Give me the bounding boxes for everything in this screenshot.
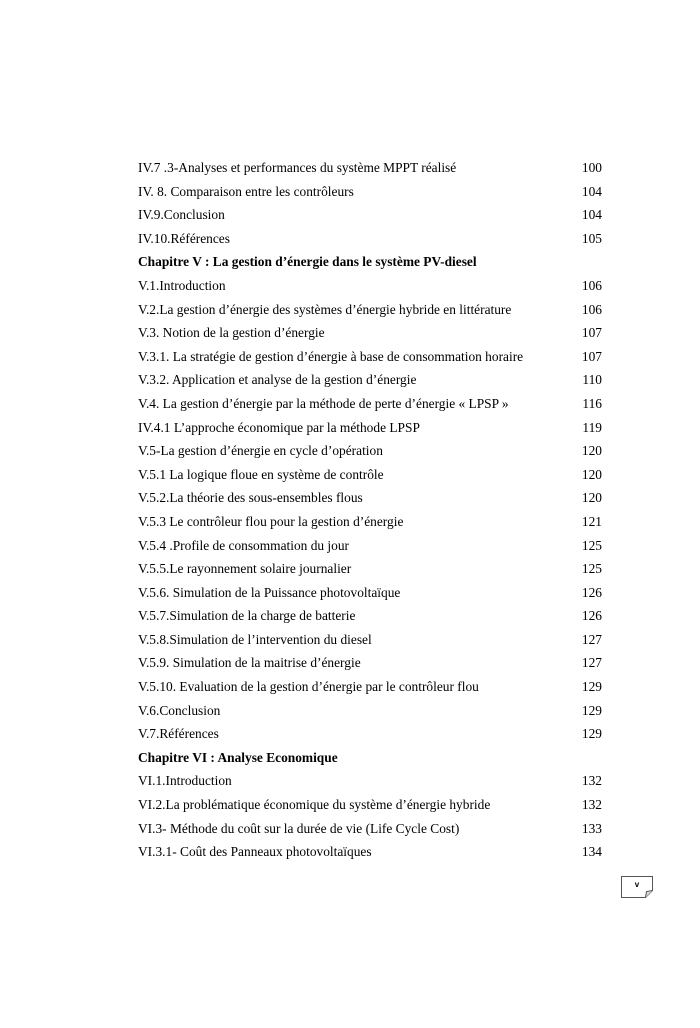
toc-entry-page: 133 <box>581 820 602 836</box>
toc-entry-title: V.3.1. La stratégie de gestion d’énergie à base de consommation horaire <box>138 348 524 364</box>
toc-entry <box>138 628 602 652</box>
toc-entry-title: V.2.La gestion d’énergie des systèmes d’énergie hybride en littérature <box>138 301 512 317</box>
toc-chapter-heading <box>138 746 602 770</box>
toc-entry <box>138 463 602 487</box>
toc-entry-page: 129 <box>581 702 602 718</box>
toc-entry-title: V.5.2.La théorie des sous-ensembles flous <box>138 490 363 506</box>
toc-entry-page: 110 <box>582 372 602 388</box>
toc-entry-page: 129 <box>581 679 602 695</box>
toc-entry-title: V.4. La gestion d’énergie par la méthode de perte d’énergie « LPSP » <box>138 395 509 411</box>
toc-entry <box>138 817 602 841</box>
toc-entry <box>138 203 602 227</box>
toc-entry-page: 126 <box>581 608 602 624</box>
toc-entry-page: 119 <box>582 419 602 435</box>
toc-entry <box>138 581 602 605</box>
toc-entry-page: 100 <box>581 160 602 175</box>
toc-entry-page: 127 <box>581 631 602 647</box>
toc-entry-title: V.5.9. Simulation de la maitrise d’énergie <box>138 655 361 671</box>
toc-entry-page: 104 <box>581 183 602 199</box>
toc-entry-title: IV.9.Conclusion <box>138 207 225 223</box>
toc-entry-page: 116 <box>582 395 602 411</box>
toc-entry-title: IV.10.Références <box>138 230 230 246</box>
toc-entry-title: V.1.Introduction <box>138 277 226 293</box>
toc-entry-title: IV.4.1 L’approche économique par la méthode LPSP <box>138 419 420 435</box>
toc-entry-page: 105 <box>581 230 602 246</box>
toc-entry-title: V.5-La gestion d’énergie en cycle d’opération <box>138 443 383 459</box>
toc-entry-title: V.5.8.Simulation de l’intervention du diesel <box>138 631 372 647</box>
toc-entry-page: 125 <box>581 561 602 577</box>
toc-entry-page: 120 <box>581 466 602 482</box>
toc-entry-title: VI.1.Introduction <box>138 773 232 789</box>
toc-entry-title: IV.7 .3-Analyses et performances du système MPPT réalisé <box>138 160 457 175</box>
toc-entry-title: V.5.5.Le rayonnement solaire journalier <box>138 561 352 577</box>
toc-entry <box>138 274 602 298</box>
toc-entry-title: V.7.Références <box>138 726 219 742</box>
toc-entry-title: V.5.4 .Profile de consommation du jour <box>138 537 350 553</box>
toc-entry-title: VI.2.La problématique économique du système d’énergie hybride <box>138 797 491 813</box>
chapter-title: Chapitre V : La gestion d’énergie dans le système PV-diesel <box>138 254 477 270</box>
toc-entry <box>138 227 602 251</box>
toc-entry <box>138 557 602 581</box>
toc-entry-page: 106 <box>581 277 602 293</box>
toc-entry-page: 125 <box>581 537 602 553</box>
toc-entry-page: 126 <box>581 584 602 600</box>
toc-entry-page: 104 <box>581 207 602 223</box>
toc-entry <box>138 416 602 440</box>
toc-entry <box>138 722 602 746</box>
table-of-contents <box>138 156 602 864</box>
chapter-title: Chapitre VI : Analyse Economique <box>138 749 338 765</box>
toc-entry-title: V.5.1 La logique floue en système de contrôle <box>138 466 384 482</box>
toc-entry-title: VI.3.1- Coût des Panneaux photovoltaïques <box>138 844 372 860</box>
toc-entry-title: IV. 8. Comparaison entre les contrôleurs <box>138 183 354 199</box>
toc-entry <box>138 699 602 723</box>
toc-entry <box>138 392 602 416</box>
toc-entry-page: 107 <box>581 348 602 364</box>
toc-entry <box>138 368 602 392</box>
page-number-badge <box>621 876 653 898</box>
toc-entry-title: V.5.10. Evaluation de la gestion d’énergie par le contrôleur flou <box>138 679 479 695</box>
toc-entry-page: 120 <box>581 490 602 506</box>
toc-entry-page: 132 <box>581 797 602 813</box>
toc-entry-title: V.5.7.Simulation de la charge de batterie <box>138 608 356 624</box>
toc-entry <box>138 345 602 369</box>
toc-entry <box>138 321 602 345</box>
toc-entry-page: 134 <box>581 844 602 860</box>
toc-entry-page: 132 <box>581 773 602 789</box>
toc-entry-page: 106 <box>581 301 602 317</box>
toc-entry <box>138 180 602 204</box>
toc-entry <box>138 534 602 558</box>
toc-entry-page: 127 <box>581 655 602 671</box>
toc-entry-title: V.3.2. Application et analyse de la gestion d’énergie <box>138 372 417 388</box>
toc-entry-title: V.3. Notion de la gestion d’énergie <box>138 325 325 341</box>
toc-entry <box>138 604 602 628</box>
toc-entry <box>138 769 602 793</box>
toc-entry-title: VI.3- Méthode du coût sur la durée de vie (Life Cycle Cost) <box>138 820 460 836</box>
toc-entry <box>138 298 602 322</box>
toc-chapter-heading <box>138 250 602 274</box>
toc-entry-title: V.6.Conclusion <box>138 702 221 718</box>
toc-entry <box>138 651 602 675</box>
toc-entry <box>138 486 602 510</box>
toc-entry <box>138 793 602 817</box>
toc-entry <box>138 439 602 463</box>
toc-entry-page: 120 <box>581 443 602 459</box>
toc-entry-page: 107 <box>581 325 602 341</box>
toc-entry <box>138 840 602 864</box>
page-number: v <box>634 880 640 889</box>
toc-entry <box>138 510 602 534</box>
toc-entry <box>138 675 602 699</box>
toc-entry-title: V.5.3 Le contrôleur flou pour la gestion d’énergie <box>138 513 404 529</box>
toc-entry-page: 129 <box>581 726 602 742</box>
toc-entry-page: 121 <box>581 513 602 529</box>
toc-entry-title: V.5.6. Simulation de la Puissance photovoltaïque <box>138 584 401 600</box>
toc-entry <box>138 156 602 180</box>
